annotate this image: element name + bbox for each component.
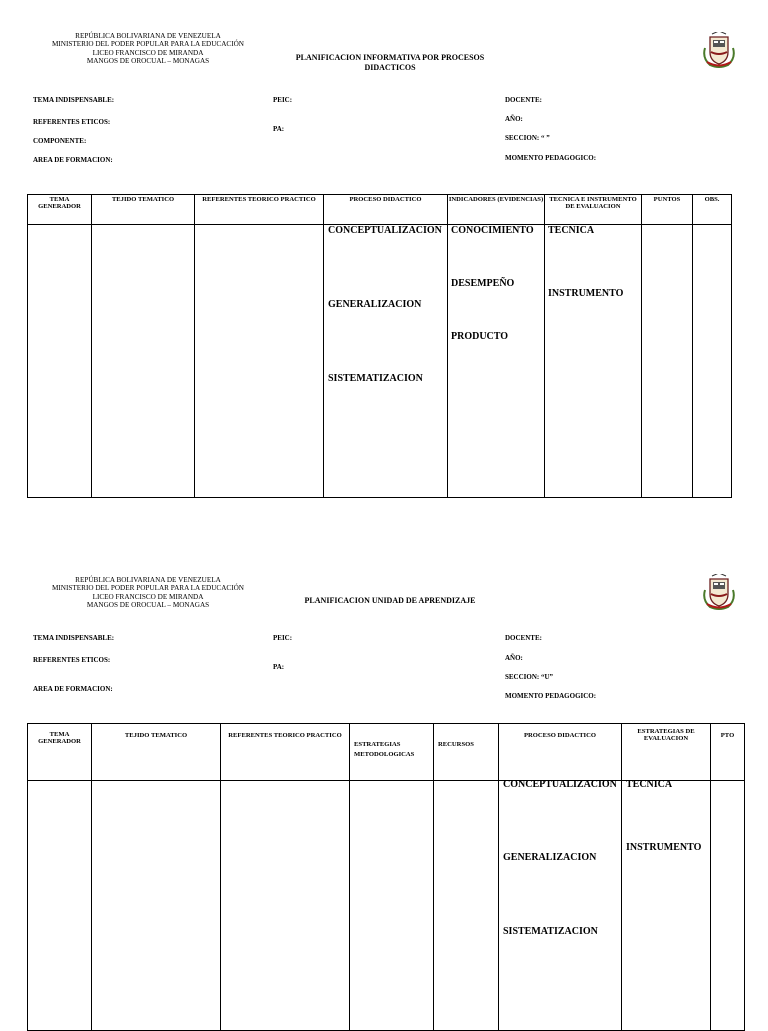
tema-indispensable-label: TEMA INDISPENSABLE: <box>33 634 115 642</box>
institution-line: MINISTERIO DEL PODER POPULAR PARA LA EDUCACIÓN <box>52 40 244 49</box>
tema-indispensable-label: TEMA INDISPENSABLE: <box>33 96 115 104</box>
proceso-item: SISTEMATIZACION <box>503 926 598 937</box>
table-body-row <box>28 781 745 1031</box>
puntos-cell[interactable] <box>642 225 693 498</box>
momento-pedagogico-label: MOMENTO PEDAGOGICO: <box>505 692 597 700</box>
page-title-1 <box>270 53 510 73</box>
referentes-cell[interactable] <box>221 781 350 1031</box>
estrategia-item: INSTRUMENTO <box>626 842 702 853</box>
planning-table-2 <box>27 723 745 1031</box>
header-cell: RECURSOS <box>434 724 499 781</box>
referentes-eticos-label: REFERENTES ETICOS: <box>33 656 111 664</box>
school-crest-icon <box>700 574 738 612</box>
institution-line: LICEO FRANCISCO DE MIRANDA <box>92 592 204 601</box>
header-cell: TECNICA E INSTRUMENTO DE EVALUACION <box>545 195 642 225</box>
indicadores-cell[interactable] <box>448 225 545 498</box>
header-cell: PUNTOS <box>642 195 693 225</box>
estrategias-evaluacion-cell[interactable] <box>622 781 711 1031</box>
header-cell: TEMA GENERADOR <box>28 724 92 781</box>
header-cell: TEJIDO TEMATICO <box>92 195 195 225</box>
seccion-label: SECCION: “ ” <box>505 134 550 142</box>
estrategias-metodologicas-cell[interactable] <box>350 781 434 1031</box>
area-formacion-label: AREA DE FORMACION: <box>33 156 113 164</box>
referentes-cell[interactable] <box>195 225 324 498</box>
header-cell: PROCESO DIDACTICO <box>499 724 622 781</box>
anio-label: AÑO: <box>505 654 523 662</box>
planning-table-1 <box>27 194 732 498</box>
tecnica-item: INSTRUMENTO <box>548 288 624 299</box>
institution-line: MINISTERIO DEL PODER POPULAR PARA LA EDUCACIÓN <box>52 584 244 593</box>
page-title-2: PLANIFICACION UNIDAD DE APRENDIZAJE <box>304 596 476 605</box>
institution-line: REPÚBLICA BOLIVARIANA DE VENEZUELA <box>75 32 221 40</box>
school-crest-icon <box>700 32 738 70</box>
referentes-eticos-label: REFERENTES ETICOS: <box>33 118 111 126</box>
proceso-item: GENERALIZACION <box>503 852 597 863</box>
proceso-didactico-cell[interactable] <box>324 225 448 498</box>
header-cell: INDICADORES (EVIDENCIAS) <box>448 195 545 225</box>
proceso-item: GENERALIZACION <box>328 299 422 310</box>
header-cell: TEJIDO TEMATICO <box>92 724 221 781</box>
header-cell: REFERENTES TEORICO PRACTICO <box>221 724 350 781</box>
proceso-item: CONCEPTUALIZACION <box>328 225 442 236</box>
docente-label: DOCENTE: <box>505 634 542 642</box>
proceso-item: SISTEMATIZACION <box>328 373 423 384</box>
institution-header-1 <box>40 32 256 66</box>
tejido-tematico-cell[interactable] <box>92 225 195 498</box>
tema-generador-cell[interactable] <box>28 225 92 498</box>
indicador-item: DESEMPEÑO <box>451 278 515 289</box>
header-cell: TEMA GENERADOR <box>28 195 92 225</box>
recursos-cell[interactable] <box>434 781 499 1031</box>
estrategia-item: TECNICA <box>626 779 673 790</box>
peic-label: PEIC: <box>273 634 293 642</box>
header-cell: PROCESO DIDACTICO <box>324 195 448 225</box>
indicador-item: CONOCIMIENTO <box>451 225 534 236</box>
anio-label: AÑO: <box>505 115 523 123</box>
institution-line: REPÚBLICA BOLIVARIANA DE VENEZUELA <box>75 576 221 584</box>
header-cell: ESTRATEGIAS METODOLOGICAS <box>350 724 434 781</box>
pa-label: PA: <box>273 125 285 133</box>
institution-header-2 <box>40 576 256 610</box>
proceso-item: CONCEPTUALIZACION <box>503 779 617 790</box>
componente-label: COMPONENTE: <box>33 137 87 145</box>
obs-cell[interactable] <box>693 225 732 498</box>
proceso-didactico-cell[interactable] <box>499 781 622 1031</box>
table-header-row <box>28 724 745 781</box>
institution-line: MANGOS DE OROCUAL – MONAGAS <box>86 601 210 610</box>
seccion-label: SECCION: “U” <box>505 673 554 681</box>
header-cell: PTO <box>711 724 745 781</box>
pto-cell[interactable] <box>711 781 745 1031</box>
tejido-tematico-cell[interactable] <box>92 781 221 1031</box>
area-formacion-label: AREA DE FORMACION: <box>33 685 113 693</box>
table-body-row <box>28 225 732 498</box>
header-cell: OBS. <box>693 195 732 225</box>
institution-line: MANGOS DE OROCUAL – MONAGAS <box>86 57 210 66</box>
title-line: DIDACTICOS <box>364 63 416 72</box>
docente-label: DOCENTE: <box>505 96 542 104</box>
title-line: PLANIFICACION INFORMATIVA POR PROCESOS <box>295 53 485 62</box>
tecnica-instrumento-cell[interactable] <box>545 225 642 498</box>
tecnica-item: TECNICA <box>548 225 595 236</box>
header-cell: REFERENTES TEORICO PRACTICO <box>195 195 324 225</box>
header-cell: ESTRATEGIAS DE EVALUACION <box>622 724 711 781</box>
momento-pedagogico-label: MOMENTO PEDAGOGICO: <box>505 154 597 162</box>
tema-generador-cell[interactable] <box>28 781 92 1031</box>
peic-label: PEIC: <box>273 96 293 104</box>
indicador-item: PRODUCTO <box>451 331 509 342</box>
pa-label: PA: <box>273 663 285 671</box>
table-header-row <box>28 195 732 225</box>
institution-line: LICEO FRANCISCO DE MIRANDA <box>92 48 204 57</box>
